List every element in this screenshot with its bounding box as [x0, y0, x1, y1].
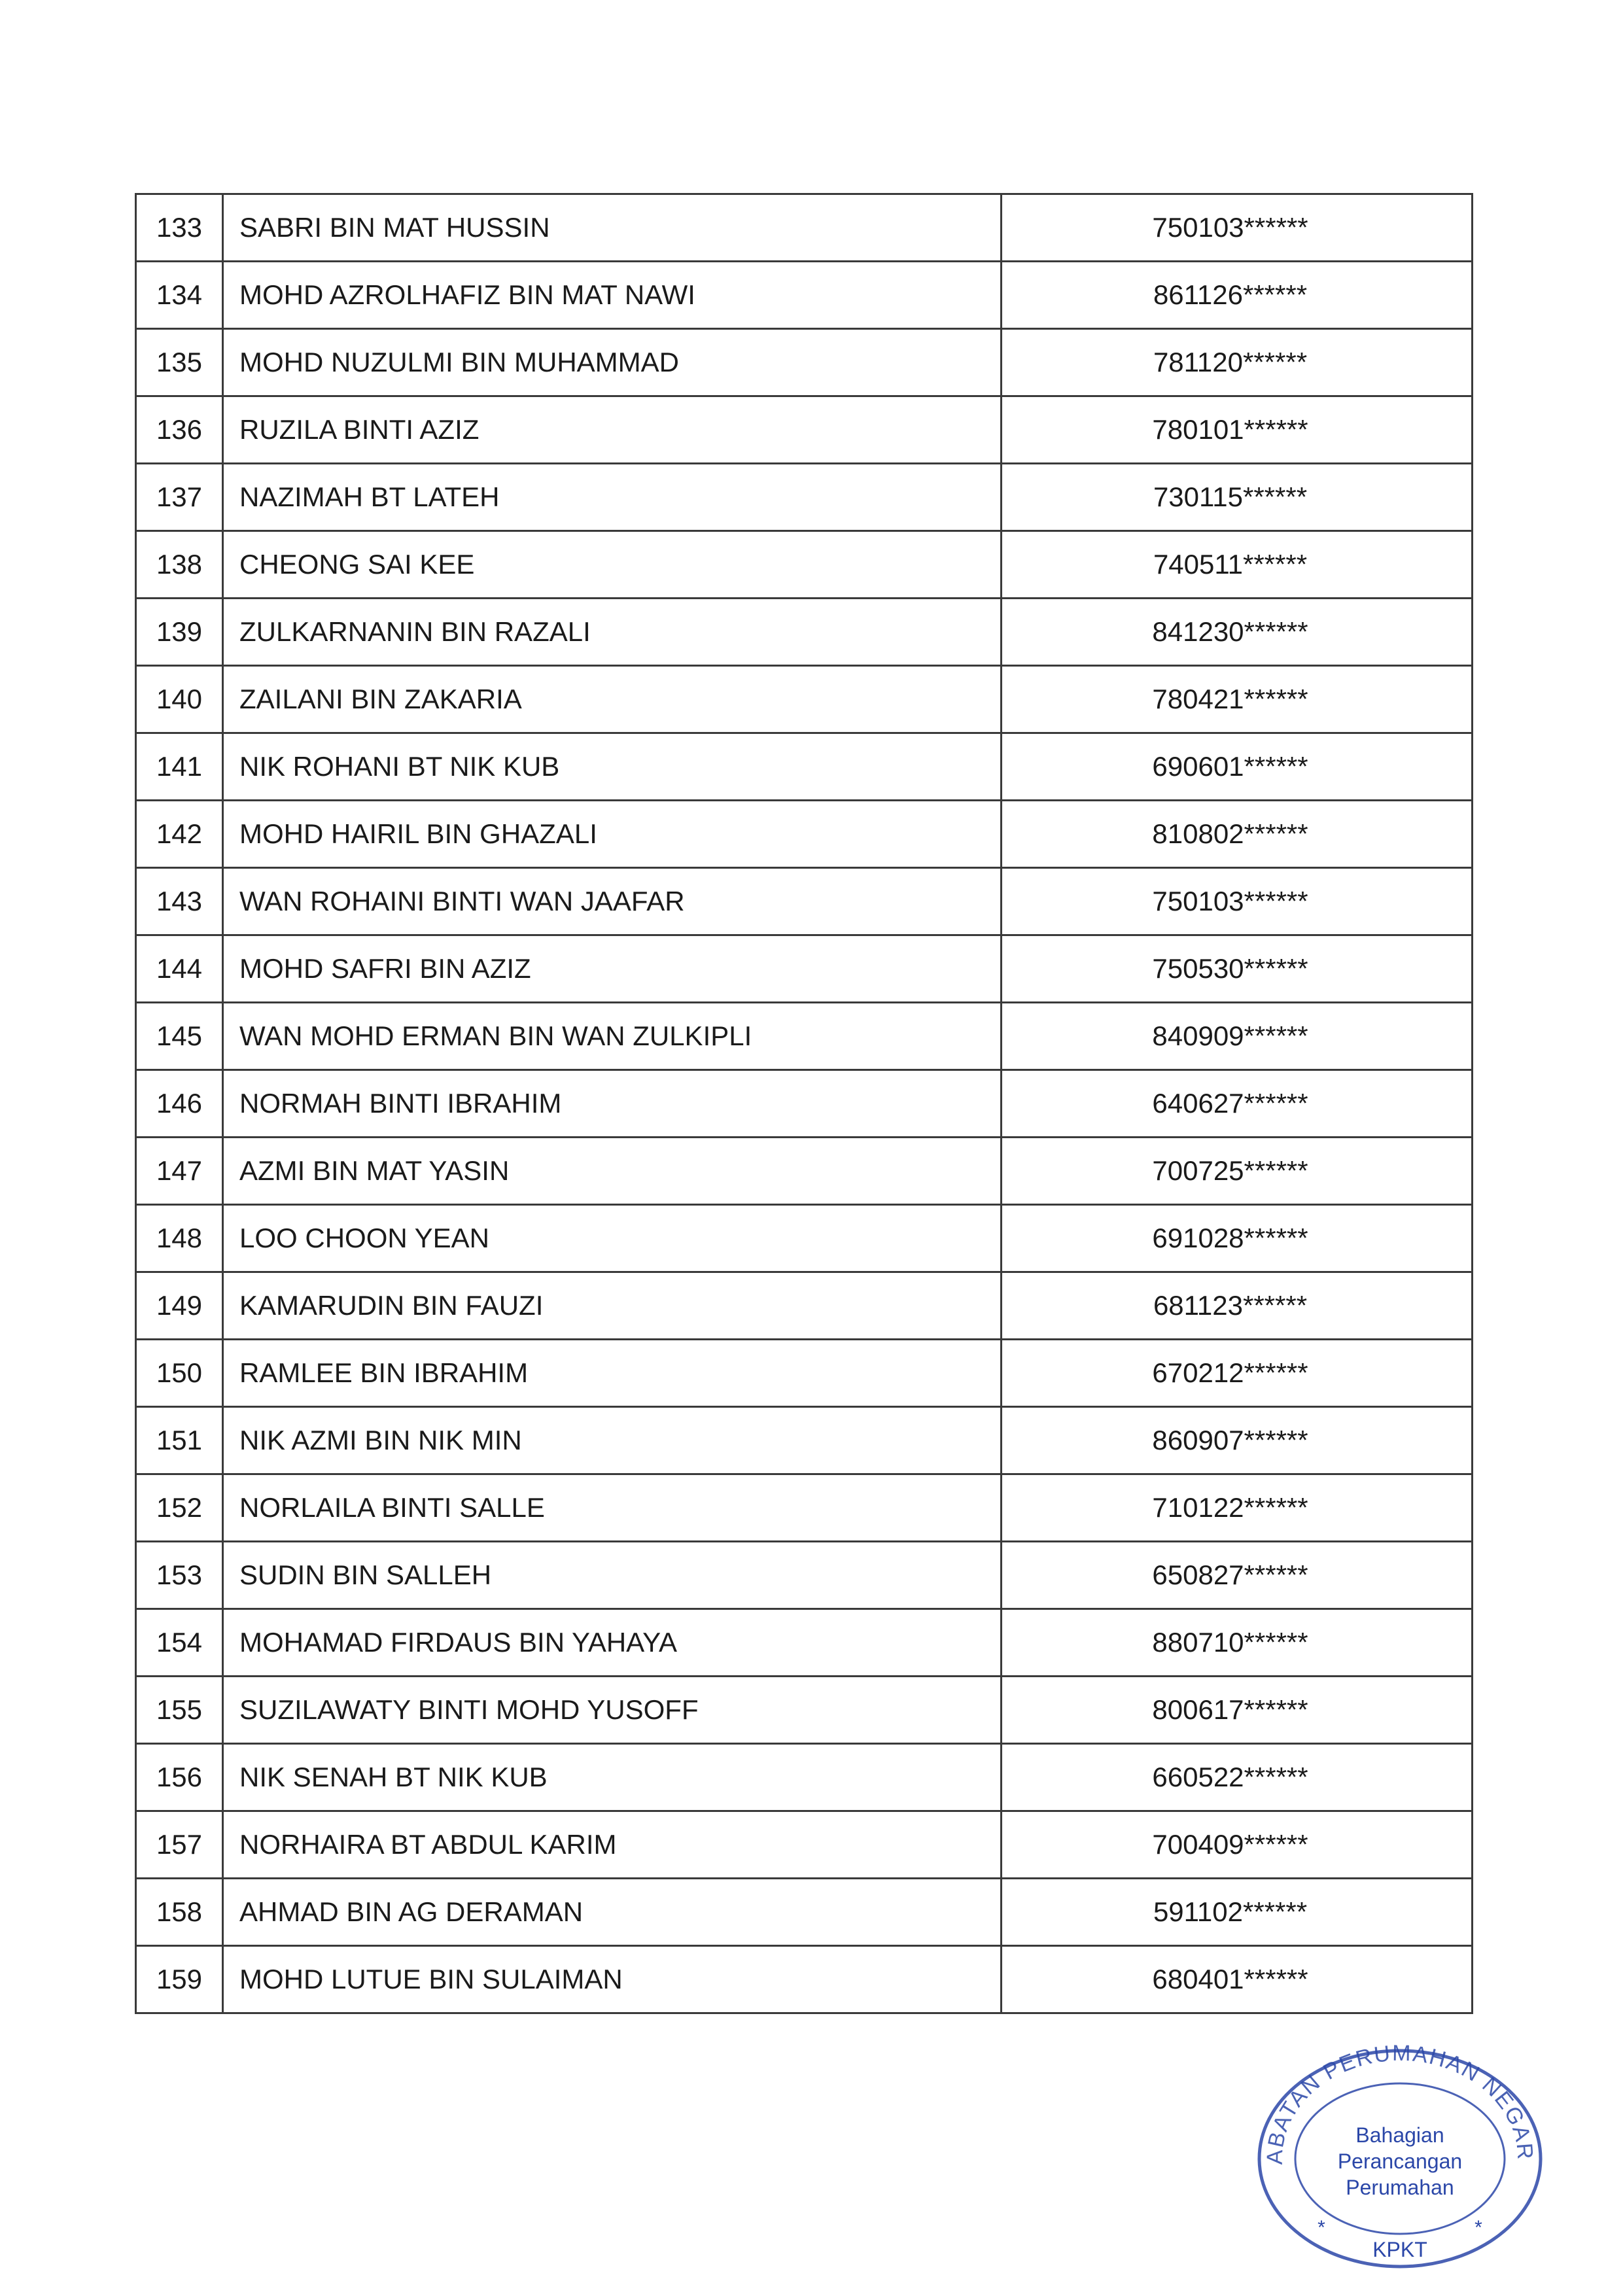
row-number-cell: 138	[136, 531, 223, 599]
name-cell: SUZILAWATY BINTI MOHD YUSOFF	[223, 1677, 1002, 1744]
stamp-line-3: Perumahan	[1346, 2176, 1454, 2199]
row-number-cell: 149	[136, 1272, 223, 1340]
row-number-cell: 159	[136, 1946, 223, 2013]
name-cell: NORLAILA BINTI SALLE	[223, 1474, 1002, 1542]
table-row	[136, 1811, 1473, 1879]
name-cell: RAMLEE BIN IBRAHIM	[223, 1340, 1002, 1407]
name-cell: MOHD AZROLHAFIZ BIN MAT NAWI	[223, 262, 1002, 329]
ic-number-cell: 710122******	[1002, 1474, 1473, 1542]
name-cell: NORHAIRA BT ABDUL KARIM	[223, 1811, 1002, 1879]
name-cell: LOO CHOON YEAN	[223, 1205, 1002, 1272]
table-row	[136, 1744, 1473, 1811]
row-number-cell: 133	[136, 194, 223, 262]
table-row	[136, 531, 1473, 599]
row-number-cell: 145	[136, 1003, 223, 1070]
name-cell: NAZIMAH BT LATEH	[223, 464, 1002, 531]
name-cell: NIK SENAH BT NIK KUB	[223, 1744, 1002, 1811]
table-row	[136, 1340, 1473, 1407]
ic-number-cell: 690601******	[1002, 733, 1473, 801]
table-row	[136, 464, 1473, 531]
ic-number-cell: 670212******	[1002, 1340, 1473, 1407]
name-cell: NORMAH BINTI IBRAHIM	[223, 1070, 1002, 1138]
table-row	[136, 1003, 1473, 1070]
row-number-cell: 142	[136, 801, 223, 868]
stamp-line-1: Bahagian	[1355, 2123, 1444, 2147]
ic-number-cell: 860907******	[1002, 1407, 1473, 1474]
stamp-seal-icon	[1243, 2038, 1557, 2280]
table-row	[136, 935, 1473, 1003]
name-cell: WAN ROHAINI BINTI WAN JAAFAR	[223, 868, 1002, 935]
name-cell: MOHAMAD FIRDAUS BIN YAHAYA	[223, 1609, 1002, 1677]
ic-number-cell: 700725******	[1002, 1138, 1473, 1205]
ic-number-cell: 780101******	[1002, 396, 1473, 464]
name-cell: SUDIN BIN SALLEH	[223, 1542, 1002, 1609]
ic-number-cell: 780421******	[1002, 666, 1473, 733]
table-row	[136, 1407, 1473, 1474]
table-row	[136, 1677, 1473, 1744]
name-cell: AZMI BIN MAT YASIN	[223, 1138, 1002, 1205]
row-number-cell: 134	[136, 262, 223, 329]
name-cell: MOHD LUTUE BIN SULAIMAN	[223, 1946, 1002, 2013]
stamp-star-right-icon: *	[1475, 2217, 1482, 2238]
row-number-cell: 139	[136, 599, 223, 666]
table-row	[136, 801, 1473, 868]
row-number-cell: 137	[136, 464, 223, 531]
stamp-bottom-text: KPKT	[1372, 2238, 1427, 2261]
name-cell: ZAILANI BIN ZAKARIA	[223, 666, 1002, 733]
row-number-cell: 154	[136, 1609, 223, 1677]
name-cell: SABRI BIN MAT HUSSIN	[223, 194, 1002, 262]
ic-number-cell: 691028******	[1002, 1205, 1473, 1272]
ic-number-cell: 840909******	[1002, 1003, 1473, 1070]
table-row	[136, 1070, 1473, 1138]
name-cell: KAMARUDIN BIN FAUZI	[223, 1272, 1002, 1340]
table-row	[136, 1272, 1473, 1340]
table-row	[136, 868, 1473, 935]
row-number-cell: 135	[136, 329, 223, 396]
table-row	[136, 1205, 1473, 1272]
ic-number-cell: 781120******	[1002, 329, 1473, 396]
table-row	[136, 1879, 1473, 1946]
row-number-cell: 153	[136, 1542, 223, 1609]
table-row	[136, 1542, 1473, 1609]
row-number-cell: 144	[136, 935, 223, 1003]
name-cell: MOHD SAFRI BIN AZIZ	[223, 935, 1002, 1003]
recipient-list-table	[135, 193, 1473, 2014]
ic-number-cell: 861126******	[1002, 262, 1473, 329]
ic-number-cell: 880710******	[1002, 1609, 1473, 1677]
name-cell: ZULKARNANIN BIN RAZALI	[223, 599, 1002, 666]
stamp-line-2: Perancangan	[1337, 2149, 1463, 2173]
row-number-cell: 136	[136, 396, 223, 464]
stamp-ring-text: ABATAN PERUMAHAN NEGAR	[1262, 2040, 1538, 2165]
name-cell: NIK AZMI BIN NIK MIN	[223, 1407, 1002, 1474]
ic-number-cell: 750103******	[1002, 194, 1473, 262]
row-number-cell: 156	[136, 1744, 223, 1811]
row-number-cell: 152	[136, 1474, 223, 1542]
name-cell: MOHD NUZULMI BIN MUHAMMAD	[223, 329, 1002, 396]
ic-number-cell: 740511******	[1002, 531, 1473, 599]
ic-number-cell: 810802******	[1002, 801, 1473, 868]
table-row	[136, 666, 1473, 733]
ic-number-cell: 800617******	[1002, 1677, 1473, 1744]
table-row	[136, 329, 1473, 396]
row-number-cell: 158	[136, 1879, 223, 1946]
ic-number-cell: 700409******	[1002, 1811, 1473, 1879]
name-cell: NIK ROHANI BT NIK KUB	[223, 733, 1002, 801]
table-body	[136, 194, 1473, 2013]
ic-number-cell: 841230******	[1002, 599, 1473, 666]
row-number-cell: 141	[136, 733, 223, 801]
ic-number-cell: 750103******	[1002, 868, 1473, 935]
row-number-cell: 140	[136, 666, 223, 733]
ic-number-cell: 650827******	[1002, 1542, 1473, 1609]
table-row	[136, 599, 1473, 666]
table-row	[136, 262, 1473, 329]
row-number-cell: 146	[136, 1070, 223, 1138]
name-cell: WAN MOHD ERMAN BIN WAN ZULKIPLI	[223, 1003, 1002, 1070]
row-number-cell: 155	[136, 1677, 223, 1744]
table-row	[136, 1138, 1473, 1205]
row-number-cell: 157	[136, 1811, 223, 1879]
row-number-cell: 148	[136, 1205, 223, 1272]
ic-number-cell: 681123******	[1002, 1272, 1473, 1340]
table-row	[136, 1474, 1473, 1542]
ic-number-cell: 750530******	[1002, 935, 1473, 1003]
table-row	[136, 1609, 1473, 1677]
table-row	[136, 733, 1473, 801]
name-cell: CHEONG SAI KEE	[223, 531, 1002, 599]
ic-number-cell: 680401******	[1002, 1946, 1473, 2013]
row-number-cell: 150	[136, 1340, 223, 1407]
row-number-cell: 143	[136, 868, 223, 935]
ic-number-cell: 660522******	[1002, 1744, 1473, 1811]
name-cell: RUZILA BINTI AZIZ	[223, 396, 1002, 464]
ic-number-cell: 640627******	[1002, 1070, 1473, 1138]
stamp-star-left-icon: *	[1318, 2217, 1325, 2238]
row-number-cell: 151	[136, 1407, 223, 1474]
name-cell: AHMAD BIN AG DERAMAN	[223, 1879, 1002, 1946]
official-stamp	[1243, 2038, 1557, 2280]
ic-number-cell: 730115******	[1002, 464, 1473, 531]
ic-number-cell: 591102******	[1002, 1879, 1473, 1946]
name-cell: MOHD HAIRIL BIN GHAZALI	[223, 801, 1002, 868]
table-row	[136, 396, 1473, 464]
row-number-cell: 147	[136, 1138, 223, 1205]
table-row	[136, 1946, 1473, 2013]
table-row	[136, 194, 1473, 262]
